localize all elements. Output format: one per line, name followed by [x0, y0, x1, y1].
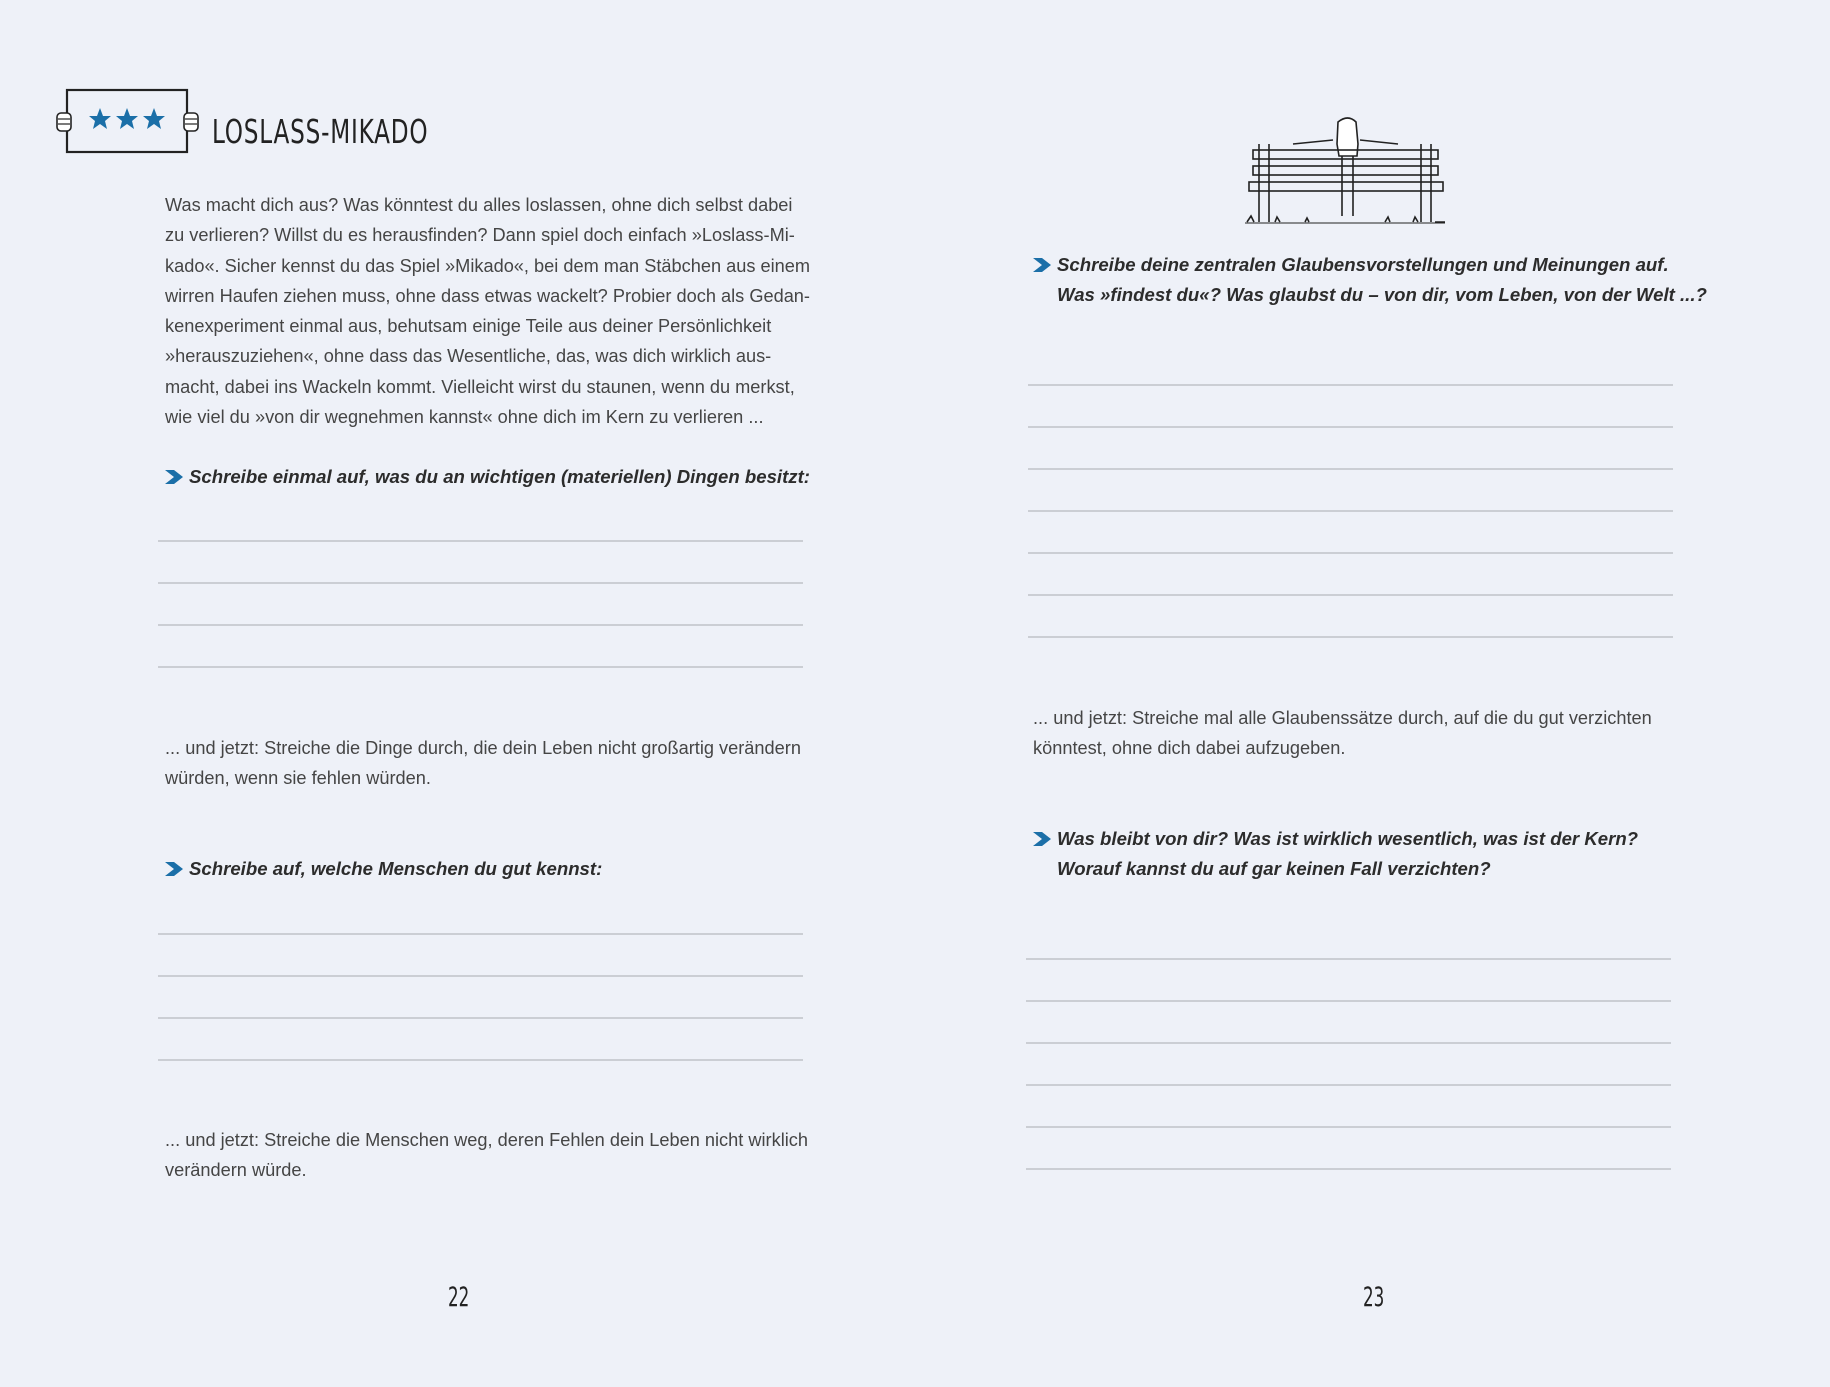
arrow-bullet-icon [1033, 832, 1051, 846]
writing-line[interactable] [1026, 1042, 1671, 1044]
writing-line[interactable] [158, 666, 803, 668]
writing-line[interactable] [158, 624, 803, 626]
text-line: könntest, ohne dich dabei aufzugeben. [1033, 738, 1346, 759]
writing-line[interactable] [1026, 1084, 1671, 1086]
text-line: ... und jetzt: Streiche mal alle Glaubenssätze durch, auf die du gut verzichten [1033, 708, 1652, 728]
arrow-bullet-icon [165, 862, 183, 876]
three-star-sign-icon [55, 88, 200, 156]
writing-line[interactable] [1026, 1126, 1671, 1128]
text-line: Schreibe deine zentralen Glaubensvorstellungen und Meinungen auf. [1057, 254, 1669, 275]
text-line: zu verlieren? Willst du es herausfinden? Dann spiel doch einfach »Loslass-Mi- [165, 225, 795, 246]
writing-line[interactable] [158, 540, 803, 542]
writing-line[interactable] [1028, 426, 1673, 428]
arrow-bullet-icon [165, 470, 183, 484]
writing-line[interactable] [1026, 1168, 1671, 1170]
writing-line[interactable] [158, 975, 803, 977]
writing-line[interactable] [1028, 510, 1673, 512]
writing-line[interactable] [1026, 958, 1671, 960]
text-line: wirren Haufen ziehen muss, ohne dass etwas wackelt? Probier doch als Gedan- [165, 285, 810, 306]
writing-line[interactable] [1028, 552, 1673, 554]
text-line: kenexperiment einmal aus, behutsam einige Teile aus deiner Persönlichkeit [165, 316, 772, 337]
page-number: 23 [1363, 1282, 1385, 1313]
page-title: LOSLASS-MIKADO [212, 112, 429, 151]
text-line: Was bleibt von dir? Was ist wirklich wesentlich, was ist der Kern? [1057, 828, 1639, 849]
text-line: Was »findest du«? Was glaubst du – von dir, vom Leben, von der Welt ...? [1057, 284, 1707, 306]
prompt-core [1033, 824, 1638, 885]
writing-line[interactable] [1028, 384, 1673, 386]
prompt-possessions: Schreibe einmal auf, was du an wichtigen (materiellen) Dingen besitzt: [165, 462, 810, 492]
text-line: Worauf kannst du auf gar keinen Fall verzichten? [1057, 858, 1491, 880]
intro-paragraph [165, 190, 810, 432]
writing-lines-possessions[interactable] [158, 540, 803, 670]
writing-line[interactable] [158, 1017, 803, 1019]
right-page [915, 0, 1830, 1387]
text-line: Was macht dich aus? Was könntest du alles loslassen, ohne dich selbst dabei [165, 195, 793, 215]
writing-lines-people[interactable] [158, 933, 803, 1063]
writing-line[interactable] [1028, 468, 1673, 470]
followup-possessions [165, 733, 801, 794]
writing-line[interactable] [158, 582, 803, 584]
text-line: wie viel du »von dir wegnehmen kannst« ohne dich im Kern zu verlieren ... [165, 407, 764, 428]
writing-lines-core[interactable] [1026, 958, 1671, 1173]
text-line: würden, wenn sie fehlen würden. [165, 768, 431, 789]
writing-line[interactable] [1028, 594, 1673, 596]
text-line: ... und jetzt: Streiche die Dinge durch, die dein Leben nicht großartig verändern [165, 738, 801, 758]
text-line: kado«. Sicher kennst du das Spiel »Mikado«, bei dem man Stäbchen aus einem [165, 255, 811, 276]
followup-people [165, 1125, 808, 1186]
arrow-bullet-icon [1033, 258, 1051, 272]
text-line: verändern würde. [165, 1160, 307, 1181]
writing-line[interactable] [1026, 1000, 1671, 1002]
prompt-beliefs [1033, 250, 1707, 311]
prompt-people: Schreibe auf, welche Menschen du gut kennst: [165, 854, 602, 884]
page-number: 22 [448, 1282, 470, 1313]
writing-line[interactable] [158, 933, 803, 935]
writing-line[interactable] [158, 1059, 803, 1061]
bench-illustration [1245, 114, 1445, 226]
text-line: ... und jetzt: Streiche die Menschen weg, deren Fehlen dein Leben nicht wirklich [165, 1130, 808, 1150]
followup-beliefs [1033, 703, 1652, 764]
text-line: »herauszuziehen«, ohne dass das Wesentliche, das, was dich wirklich aus- [165, 346, 772, 367]
writing-line[interactable] [1028, 636, 1673, 638]
writing-lines-beliefs[interactable] [1028, 384, 1673, 644]
text-line: macht, dabei ins Wackeln kommt. Vielleicht wirst du staunen, wenn du merkst, [165, 376, 795, 397]
